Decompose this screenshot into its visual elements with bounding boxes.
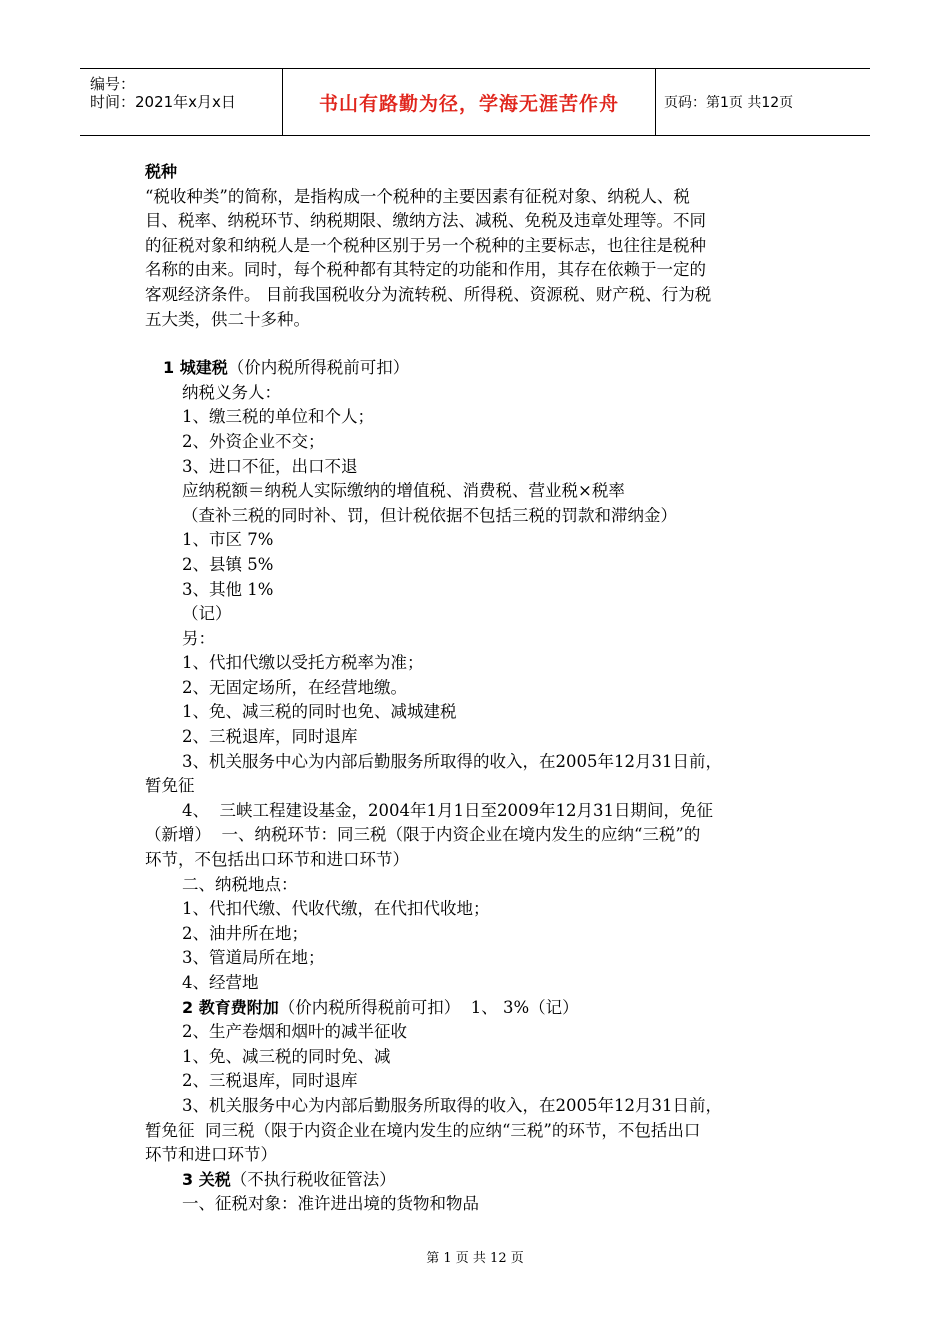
tax-place-line: 2、油井所在地； <box>182 923 308 943</box>
section-1-line: 1、缴三税的单位和个人； <box>182 407 374 427</box>
section-1-title: 1 城建税 <box>163 358 228 378</box>
section-1-line: 2、外资企业不交； <box>182 431 325 451</box>
section-1-item-3-cont: 暂免征 <box>145 776 195 796</box>
section-1-line: 纳税义务人： <box>182 382 281 402</box>
section-1-item-4-cont2: 环节，不包括出口环节和进口环节） <box>145 850 409 870</box>
tax-place-line: 4、经营地 <box>182 973 259 992</box>
section-1-item-4-cont: （新增） 一、纳税环节：同三税（限于内资企业在境内发生的应纳“三税”的 <box>145 825 701 845</box>
tax-place-line: 二、纳税地点： <box>182 874 298 894</box>
section-2-item-3-cont: 暂免征 同三税（限于内资企业在境内发生的应纳“三税”的环节，不包括出口 <box>145 1120 701 1140</box>
section-1-line: 2、无固定场所，在经营地缴。 <box>182 677 407 697</box>
section-1-line: 2、县镇 5% <box>182 554 274 574</box>
section-2-item-3-cont2: 环节和进口环节） <box>145 1145 277 1165</box>
section-3-line: 一、征税对象：准许进出境的货物和物品 <box>182 1194 479 1214</box>
section-1-line: 应纳税额＝纳税人实际缴纳的增值税、消费税、营业税×税率 <box>182 481 625 501</box>
section-1-item-3: 3、机关服务中心为内部后勤服务所取得的收入，在2005年12月31日前， <box>182 751 722 771</box>
intro-line: 目、税率、纳税环节、纳税期限、缴纳方法、减税、免税及违章处理等。不同 <box>145 211 706 231</box>
section-1-line: 2、三税退库，同时退库 <box>182 727 358 747</box>
tax-place-line: 3、管道局所在地； <box>182 948 325 968</box>
section-1-line: 1、代扣代缴以受托方税率为准； <box>182 653 424 673</box>
section-1-lines <box>145 381 810 750</box>
motto: 书山有路勤为径，学海无涯苦作舟 <box>318 92 619 115</box>
page-info: 页码：第1页 共12页 <box>664 95 794 111</box>
intro-line: “税收种类”的简称，是指构成一个税种的主要因素有征税对象、纳税人、税 <box>145 186 690 206</box>
intro-line: 的征税对象和纳税人是一个税种区别于另一个税种的主要标志，也往往是税种 <box>145 235 706 255</box>
header-meta <box>80 69 282 135</box>
section-1-line: 3、其他 1% <box>182 579 274 599</box>
intro-paragraph <box>145 185 810 333</box>
section-2-line: 1、免、减三税的同时免、减 <box>182 1046 391 1066</box>
page-footer: 第 1 页 共 12 页 <box>426 1251 524 1266</box>
section-2-line: 2、三税退库，同时退库 <box>182 1071 358 1091</box>
date-label: 时间：2021年x月x日 <box>90 93 236 111</box>
section-2-line: 2、生产卷烟和烟叶的减半征收 <box>182 1022 407 1042</box>
intro-line: 五大类，供二十多种。 <box>145 309 310 329</box>
section-1-line: 3、进口不征，出口不退 <box>182 456 358 476</box>
number-label: 编号： <box>90 75 136 93</box>
section-3-note: （不执行税收征管法） <box>230 1169 396 1189</box>
intro-line: 名称的由来。同时，每个税种都有其特定的功能和作用，其存在依赖于一定的 <box>145 260 706 280</box>
section-2-heading <box>145 996 810 1021</box>
section-1-line: （查补三税的同时补、罚，但计税依据不包括三税的罚款和滞纳金） <box>182 505 677 525</box>
divider <box>655 69 656 135</box>
section-3-heading <box>145 1168 810 1193</box>
section-2-item-3: 3、机关服务中心为内部后勤服务所取得的收入，在2005年12月31日前， <box>182 1095 722 1115</box>
doc-title: 税种 <box>145 162 178 181</box>
page-header <box>80 68 870 136</box>
section-1-heading <box>145 356 810 381</box>
section-2-lines <box>145 1020 810 1094</box>
section-1-line: 1、市区 7% <box>182 530 274 550</box>
intro-line: 客观经济条件。 目前我国税收分为流转税、所得税、资源税、财产税、行为税 <box>145 284 712 304</box>
section-2-title: 2 教育费附加 <box>182 997 279 1017</box>
section-1-item-4: 4、 三峡工程建设基金，2004年1月1日至2009年12月31日期间，免征 <box>182 800 713 820</box>
section-1-line: 1、免、减三税的同时也免、减城建税 <box>182 702 457 722</box>
section-1-line: （记） <box>182 604 232 624</box>
section-1-line: 另： <box>182 628 215 648</box>
tax-place-list <box>145 873 810 996</box>
section-1-note: （价内税所得税前可扣） <box>227 358 410 378</box>
section-2-note: （价内税所得税前可扣） 1、 3%（记） <box>278 997 579 1017</box>
tax-place-line: 1、代扣代缴、代收代缴，在代扣代收地； <box>182 899 490 919</box>
section-3-title: 3 关税 <box>182 1169 231 1189</box>
document-body <box>145 160 810 1217</box>
